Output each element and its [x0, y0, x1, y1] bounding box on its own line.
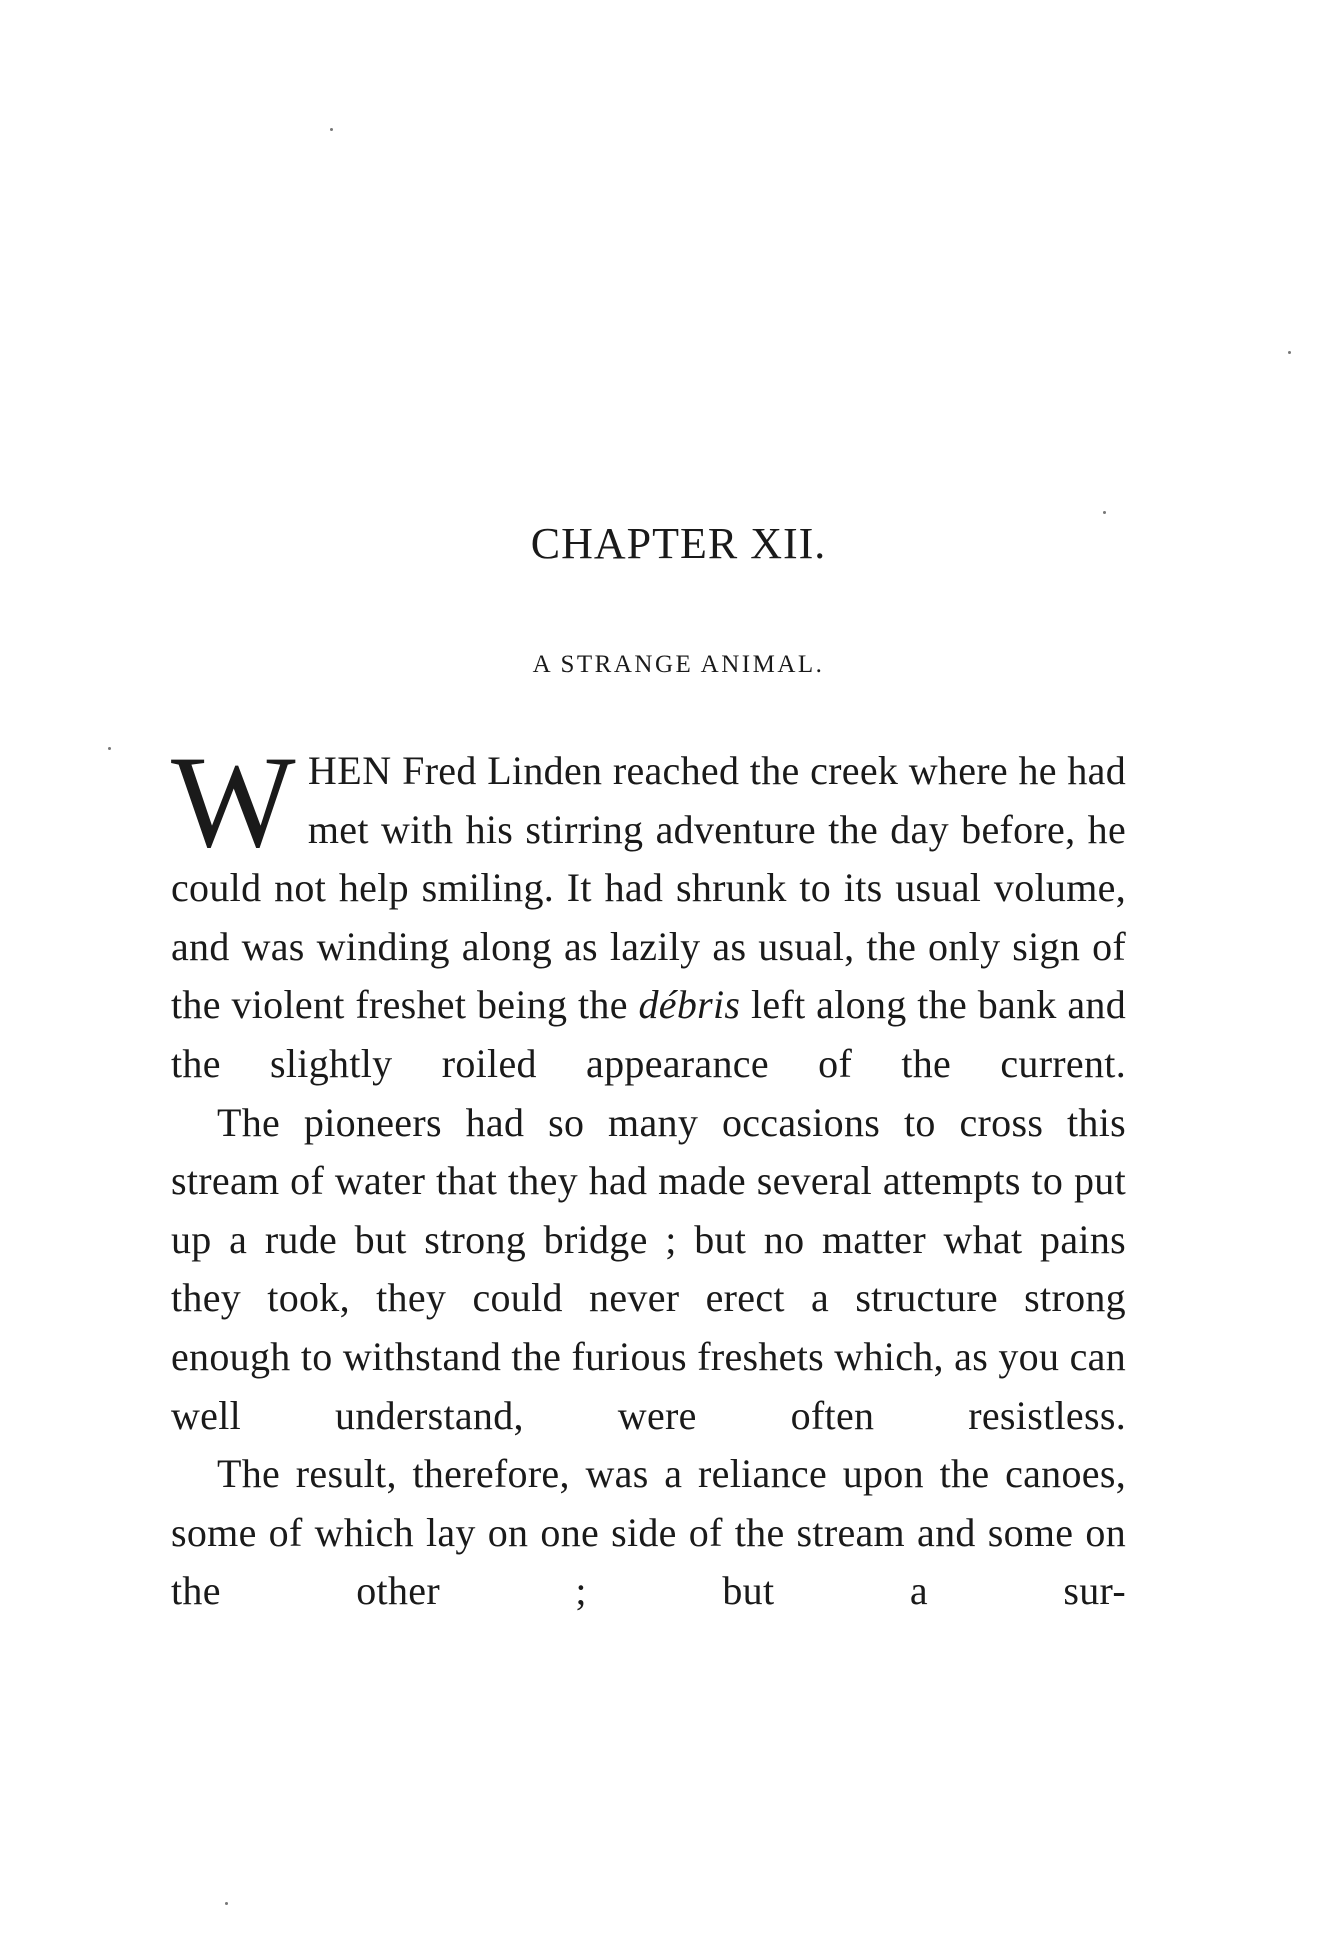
paragraph-3: The result, therefore, was a reliance upon the canoes, some of which lay on one side of the stream and some on the other ; but a sur- — [171, 1451, 1126, 1614]
paper-speck — [1103, 511, 1106, 514]
drop-cap: W — [171, 728, 296, 875]
paragraph-1-text-a: Fred Linden reached the creek where he had met with his stirring adventure the day before, he could not help smiling. It had shrunk to its usual volume, and was winding along as lazily as usual, the only sign of the violent freshet being the — [171, 748, 1126, 1028]
lead-in-text: HEN — [307, 748, 392, 793]
paper-speck — [108, 747, 111, 750]
paragraph-1-text-b: left along the bank and the slightly roiled appearance of the current. — [171, 982, 1126, 1086]
paper-speck — [225, 1902, 228, 1905]
chapter-subtitle: A STRANGE ANIMAL. — [532, 651, 825, 678]
paper-speck — [330, 128, 333, 131]
paper-speck — [1288, 351, 1291, 354]
italic-word: débris — [638, 982, 741, 1028]
chapter-title: CHAPTER XII. — [530, 519, 827, 568]
paragraph-1 — [171, 728, 1126, 1094]
body-text — [171, 728, 1126, 1621]
paragraph-2: The pioneers had so many occasions to cross this stream of water that they had made several attempts to put up a rude but strong bridge ; but no matter what pains they took, they could never erect a structure strong enough to withstand the furious freshets which, as you can well understand, were often resistless. — [171, 1099, 1126, 1438]
